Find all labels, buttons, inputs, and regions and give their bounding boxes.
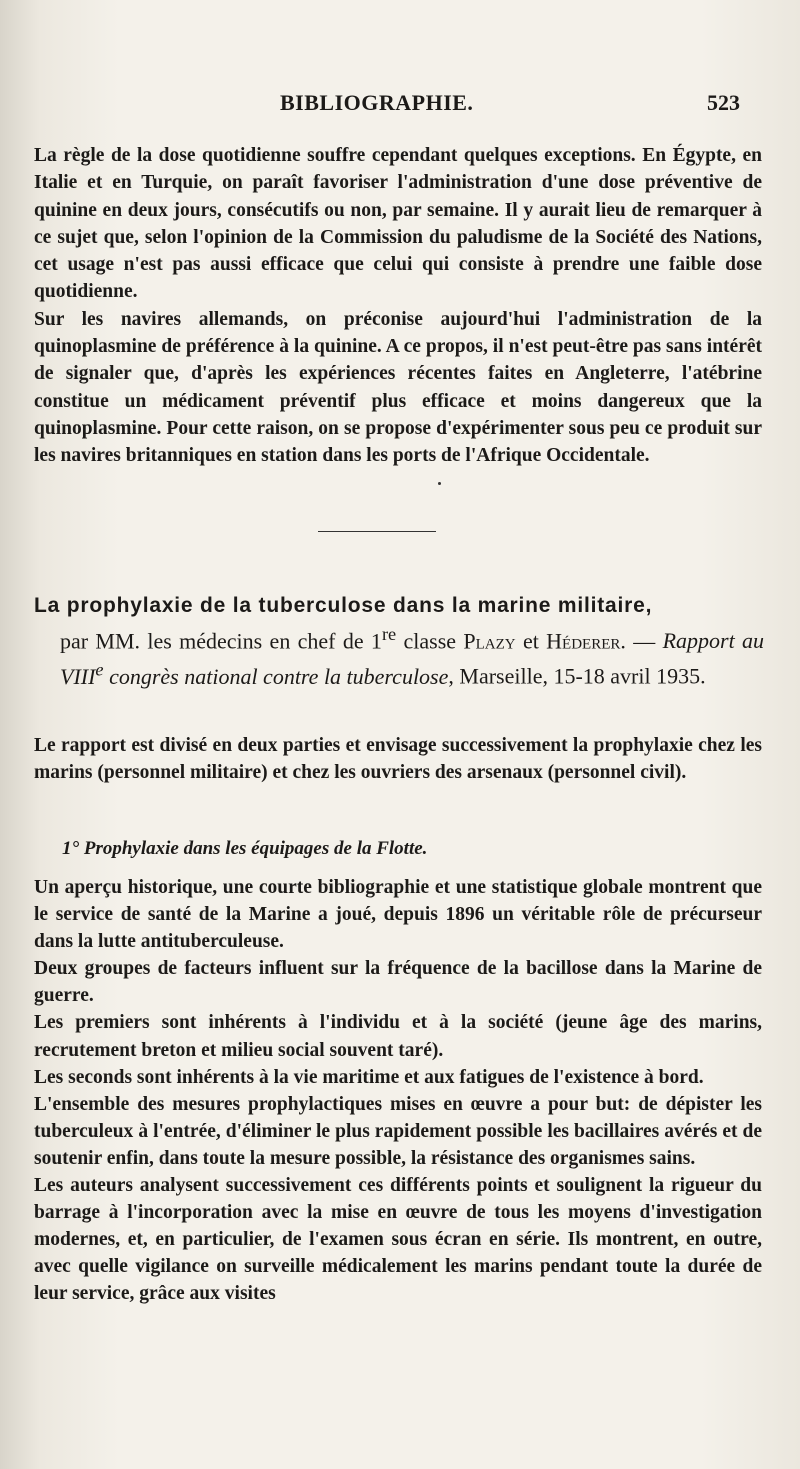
section-fleet-text [34, 874, 762, 1308]
subheading: 1° Prophylaxie dans les équipages de la Flotte. [62, 838, 428, 859]
citation-text: par MM. les médecins en chef de 1 [60, 628, 382, 654]
running-title: BIBLIOGRAPHIE. [280, 90, 474, 115]
paragraph: Les seconds sont inhérents à la vie maritime et aux fatigues de l'existence à bord. [34, 1066, 704, 1088]
author-name: Héderer [546, 628, 621, 654]
paragraph: Un aperçu historique, une courte bibliographie et une statistique globale montrent que le service de santé de la Marine a joué, depuis 1896 un véritable rôle de précurseur dans la lutte antituberculeuse. [34, 877, 762, 953]
citation-text: et [515, 628, 547, 654]
author-name: Plazy [463, 628, 516, 654]
paragraph: Deux groupes de facteurs influent sur la fréquence de la bacillose dans la Marine de guerre. [34, 958, 762, 1007]
section-overview-text [34, 732, 762, 787]
paragraph: Le rapport est divisé en deux parties et envisage successivement la prophylaxie chez les marins (personnel militaire) et chez les ouvriers des arsenaux (personnel civil). [34, 735, 762, 784]
report-title-text: congrès national contre la tuberculose [103, 663, 449, 689]
paragraph: Sur les navires allemands, on préconise aujourd'hui l'administration de la quinoplasmine de préférence à la quinine. A ce propos, il n'est peut-être pas sans intérêt de signaler que, d'après les expériences récentes faites en Angleterre, l'atébrine constitue un médicament préventif plus efficace et moins dangereux que la quinoplasmine. Pour cette raison, on se propose d'expérimenter sous peu ce produit sur les navires britanniques en station dans les ports de l'Afrique Occidentale. [34, 308, 762, 467]
article-reference [34, 592, 764, 691]
paragraph: Les premiers sont inhérents à l'individu et à la société (jeune âge des marins, recrutement breton et milieu social souvent taré). [34, 1012, 762, 1061]
citation-text: . — [620, 628, 663, 654]
citation-sup: re [381, 624, 397, 644]
article-title: La prophylaxie de la tuberculose dans la marine militaire, [34, 594, 653, 617]
citation [34, 620, 764, 691]
page-header [280, 90, 740, 130]
paragraph: La règle de la dose quotidienne souffre cependant quelques exceptions. En Égypte, en Italie et en Turquie, on paraît favoriser l'administration d'une dose préventive de quinine en deux jours, consécutifs ou non, par semaine. Il y aurait lieu de remarquer à ce sujet que, selon l'opinion de la Commission du paludisme de la Société des Nations, cet usage n'est pas aussi efficace que celui qui consiste à prendre une faible dose quotidienne. [34, 145, 762, 303]
section-quinine-text [34, 142, 762, 470]
ink-dot [438, 482, 441, 485]
section-divider [318, 531, 436, 532]
citation-text: , Marseille, 15-18 avril 1935. [448, 663, 706, 689]
citation-text: classe [396, 628, 464, 654]
paragraph: L'ensemble des mesures prophylactiques mises en œuvre a pour but: de dépister les tuberculeux à l'entrée, d'éliminer le plus rapidement possible les bacillaires avérés et de soutenir enfin, dans toute la mesure possible, la résistance des organismes sains. [34, 1093, 762, 1169]
report-title-sup: e [95, 659, 104, 680]
report-title-text: Rapport au VIII [60, 628, 765, 689]
page-number: 523 [707, 90, 740, 115]
paragraph: Les auteurs analysent successivement ces différents points et soulignent la rigueur du barrage à l'incorporation avec la mise en œuvre de tous les moyens d'investigation modernes, et, en particulier, de l'examen sous écran en série. Ils montrent, en outre, avec quelle vigilance on surveille médicalement les marins pendant toute la durée de leur service, grâce aux visites [34, 1175, 762, 1305]
